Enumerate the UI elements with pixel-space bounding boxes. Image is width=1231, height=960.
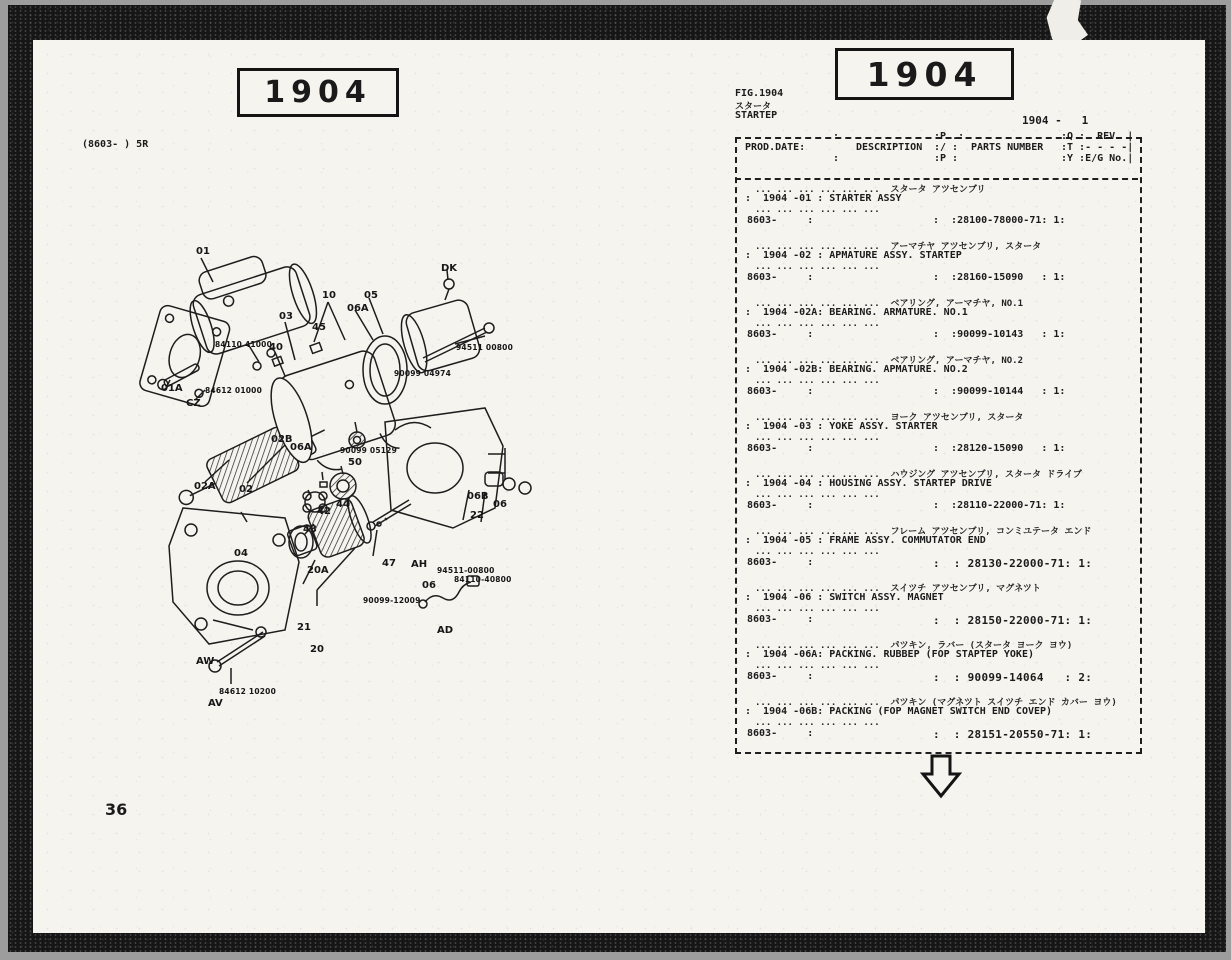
row-prod-date: 8603- : [747, 272, 814, 283]
diagram-part-label: 20A [307, 565, 329, 576]
diagram-part-label: 42 [317, 506, 331, 517]
exploded-starter-diagram [33, 240, 553, 740]
row-jp-label: ... ... ... ... ... ... ハウジング アツセンブリ, スタータ ドライブ [755, 470, 1082, 480]
row-jp-label: ... ... ... ... ... ... アーマチヤ アツセンブリ, スタータ [755, 242, 1042, 252]
row-part-number: : : 28151-20550-71: 1: [933, 728, 1093, 741]
col-p-bottom: :P : [934, 153, 959, 164]
row-part-number: : : 28150-22000-71: 1: [933, 614, 1093, 627]
row-code-description: : 1904 -02 : APMATURE ASSY. STARTEP [745, 250, 962, 261]
row-prod-date: 8603- : [747, 557, 814, 568]
col-description: DESCRIPTION [856, 142, 923, 153]
catalog-page [33, 40, 1205, 933]
row-code-description: : 1904 -01 : STARTER ASSY [745, 193, 902, 204]
diagram-part-label: AD [437, 625, 454, 636]
col-parts-number: PARTS NUMBER [971, 142, 1044, 153]
diagram-part-label: 03 [279, 311, 293, 322]
col-p-mid: :/ : [934, 142, 959, 153]
row-prod-date: 8603- : [747, 329, 814, 340]
row-prod-date: 8603- : [747, 614, 814, 625]
diagram-part-label: 01 [196, 246, 210, 257]
diagram-part-label: 06 [422, 580, 436, 591]
row-dots: ... ... ... ... ... ... [755, 376, 880, 386]
row-jp-label: ... ... ... ... ... ... スタータ アツセンブリ [755, 185, 986, 195]
diagram-part-label: 06A [290, 442, 312, 453]
row-part-number: : :28120-15090 : 1: [933, 443, 1066, 454]
figure-number: 1904 [866, 54, 983, 94]
figure-number-box-right [835, 48, 1014, 100]
diagram-part-label: 47 [382, 558, 396, 569]
row-prod-date: 8603- : [747, 671, 814, 682]
diagram-part-label: 21 [297, 622, 311, 633]
row-part-number: : :28100-78000-71: 1: [933, 215, 1066, 226]
row-jp-label: ... ... ... ... ... ... フレーム アツセンブリ, コンミユテータ エンド [755, 527, 1092, 537]
col-qty-rev: :Q : REV. | [1061, 131, 1134, 142]
diagram-part-label: AV [208, 698, 223, 709]
diagram-part-label: 44 [336, 499, 350, 510]
fig-page-ref: 1904 - 1 [1022, 114, 1089, 127]
row-code-description: : 1904 -06A: PACKING. RUBBEP (FOP STAPTEP YOKE) [745, 649, 1034, 660]
diagram-part-label: 06A [347, 303, 369, 314]
row-dots: ... ... ... ... ... ... [755, 490, 880, 500]
diagram-part-label: AH [411, 559, 428, 570]
diagram-part-label: 05 [364, 290, 378, 301]
row-prod-date: 8603- : [747, 386, 814, 397]
col-t: :T :- - - -| [1061, 142, 1134, 153]
diagram-part-label: 94511 00800 [456, 343, 513, 352]
diagram-part-label: 06B [467, 491, 489, 502]
row-part-number: : : 28130-22000-71: 1: [933, 557, 1093, 570]
table-header-separator [735, 178, 1138, 180]
row-prod-date: 8603- : [747, 728, 814, 739]
row-code-description: : 1904 -02A: BEARING. ARMATURE. NO.1 [745, 307, 968, 318]
row-dots: ... ... ... ... ... ... [755, 433, 880, 443]
row-dots: ... ... ... ... ... ... [755, 262, 880, 272]
row-jp-label: ... ... ... ... ... ... スイツチ アツセンブリ, マグネツト [755, 584, 1041, 594]
diagram-part-label: 45 [312, 322, 326, 333]
diagram-part-label: 90099 04974 [394, 369, 451, 378]
row-dots: ... ... ... ... ... ... [755, 205, 880, 215]
col-prod-date: PROD.DATE: [745, 142, 806, 153]
diagram-part-label: 22 [470, 510, 484, 521]
diagram-part-label: 90099-12009 [363, 596, 421, 605]
diagram-part-label: 84612 01000 [205, 386, 262, 395]
diagram-part-label: 84110 41000 [215, 340, 272, 349]
mount-bolt-art [209, 620, 266, 684]
fig-label: FIG.1904 [735, 88, 784, 99]
diagram-part-label: 84110-40800 [454, 575, 512, 584]
row-dots: ... ... ... ... ... ... [755, 718, 880, 728]
row-prod-date: 8603- : [747, 443, 814, 454]
row-part-number: : :90099-10143 : 1: [933, 329, 1066, 340]
row-jp-label: ... ... ... ... ... ... ベアリング, アーマチヤ, NO.1 [755, 299, 1023, 309]
row-prod-date: 8603- : [747, 500, 814, 511]
row-part-number: : : 90099-14064 : 2: [933, 671, 1093, 684]
row-jp-label: ... ... ... ... ... ... パツキン, ラバー (スタータ ヨーク ヨウ) [755, 641, 1073, 651]
row-dots: ... ... ... ... ... ... [755, 319, 880, 329]
row-part-number: : :28110-22000-71: 1: [933, 500, 1066, 511]
production-range-note: (8603- ) 5R [82, 139, 149, 150]
diagram-part-label: DK [441, 263, 458, 274]
figure-number: 1904 [264, 75, 372, 110]
row-jp-label: ... ... ... ... ... ... ベアリング, アーマチヤ, NO.2 [755, 356, 1023, 366]
row-code-description: : 1904 -06 : SWITCH ASSY. MAGNET [745, 592, 944, 603]
col-eg-no: :Y :E/G No.| [1061, 153, 1134, 164]
diagram-part-label: CZ [186, 398, 201, 409]
desc-colon: : [833, 153, 840, 164]
diagram-part-label: 43 [303, 524, 317, 535]
diagram-part-label: 02 [239, 484, 253, 495]
row-code-description: : 1904 -05 : FRAME ASSY. COMMUTATOR END [745, 535, 986, 546]
diagram-part-label: 10 [322, 290, 336, 301]
diagram-part-label: 02A [194, 481, 216, 492]
diagram-part-label: 94511-00800 [437, 566, 495, 575]
continuation-down-arrow-icon [919, 754, 963, 800]
row-code-description: : 1904 -03 : YOKE ASSY. STARTER [745, 421, 938, 432]
fig-label-jp: スタータ [735, 102, 772, 112]
row-code-description: : 1904 -04 : HOUSING ASSY. STARTEP DRIVE [745, 478, 992, 489]
diagram-part-label: AW [196, 656, 215, 667]
diagram-part-label: 20 [310, 644, 324, 655]
figure-number-box-left [237, 68, 399, 117]
drive-housing-art [169, 508, 299, 644]
diagram-part-label: 01A [161, 383, 183, 394]
row-dots: ... ... ... ... ... ... [755, 604, 880, 614]
diagram-part-label: 04 [234, 548, 248, 559]
row-part-number: : :28160-15090 : 1: [933, 272, 1066, 283]
col-p-top: :P .: [934, 131, 965, 142]
row-dots: ... ... ... ... ... ... [755, 547, 880, 557]
row-jp-label: ... ... ... ... ... ... パツキン (マグネツト スイツチ エンド カバー ヨウ) [755, 698, 1117, 708]
row-part-number: : :90099-10144 : 1: [933, 386, 1066, 397]
diagram-part-label: 84612 10200 [219, 687, 276, 696]
desc-colon: : [833, 131, 840, 142]
diagram-part-label: 40 [269, 342, 283, 353]
row-prod-date: 8603- : [747, 215, 814, 226]
diagram-part-label: 50 [348, 457, 362, 468]
page-number: 36 [105, 800, 128, 819]
row-jp-label: ... ... ... ... ... ... ヨーク アツセンブリ, スタータ [755, 413, 1024, 423]
diagram-part-label: 06 [493, 499, 507, 510]
row-dots: ... ... ... ... ... ... [755, 661, 880, 671]
row-code-description: : 1904 -02B: BEARING. APMATURE. NO.2 [745, 364, 968, 375]
fig-label-en: STARTEP [735, 110, 778, 121]
diagram-part-label: 02B [271, 434, 293, 445]
diagram-part-label: 90099 05129 [340, 446, 397, 455]
row-code-description: : 1904 -06B: PACKING (FOP MAGNET SWITCH END COVEP) [745, 706, 1053, 717]
